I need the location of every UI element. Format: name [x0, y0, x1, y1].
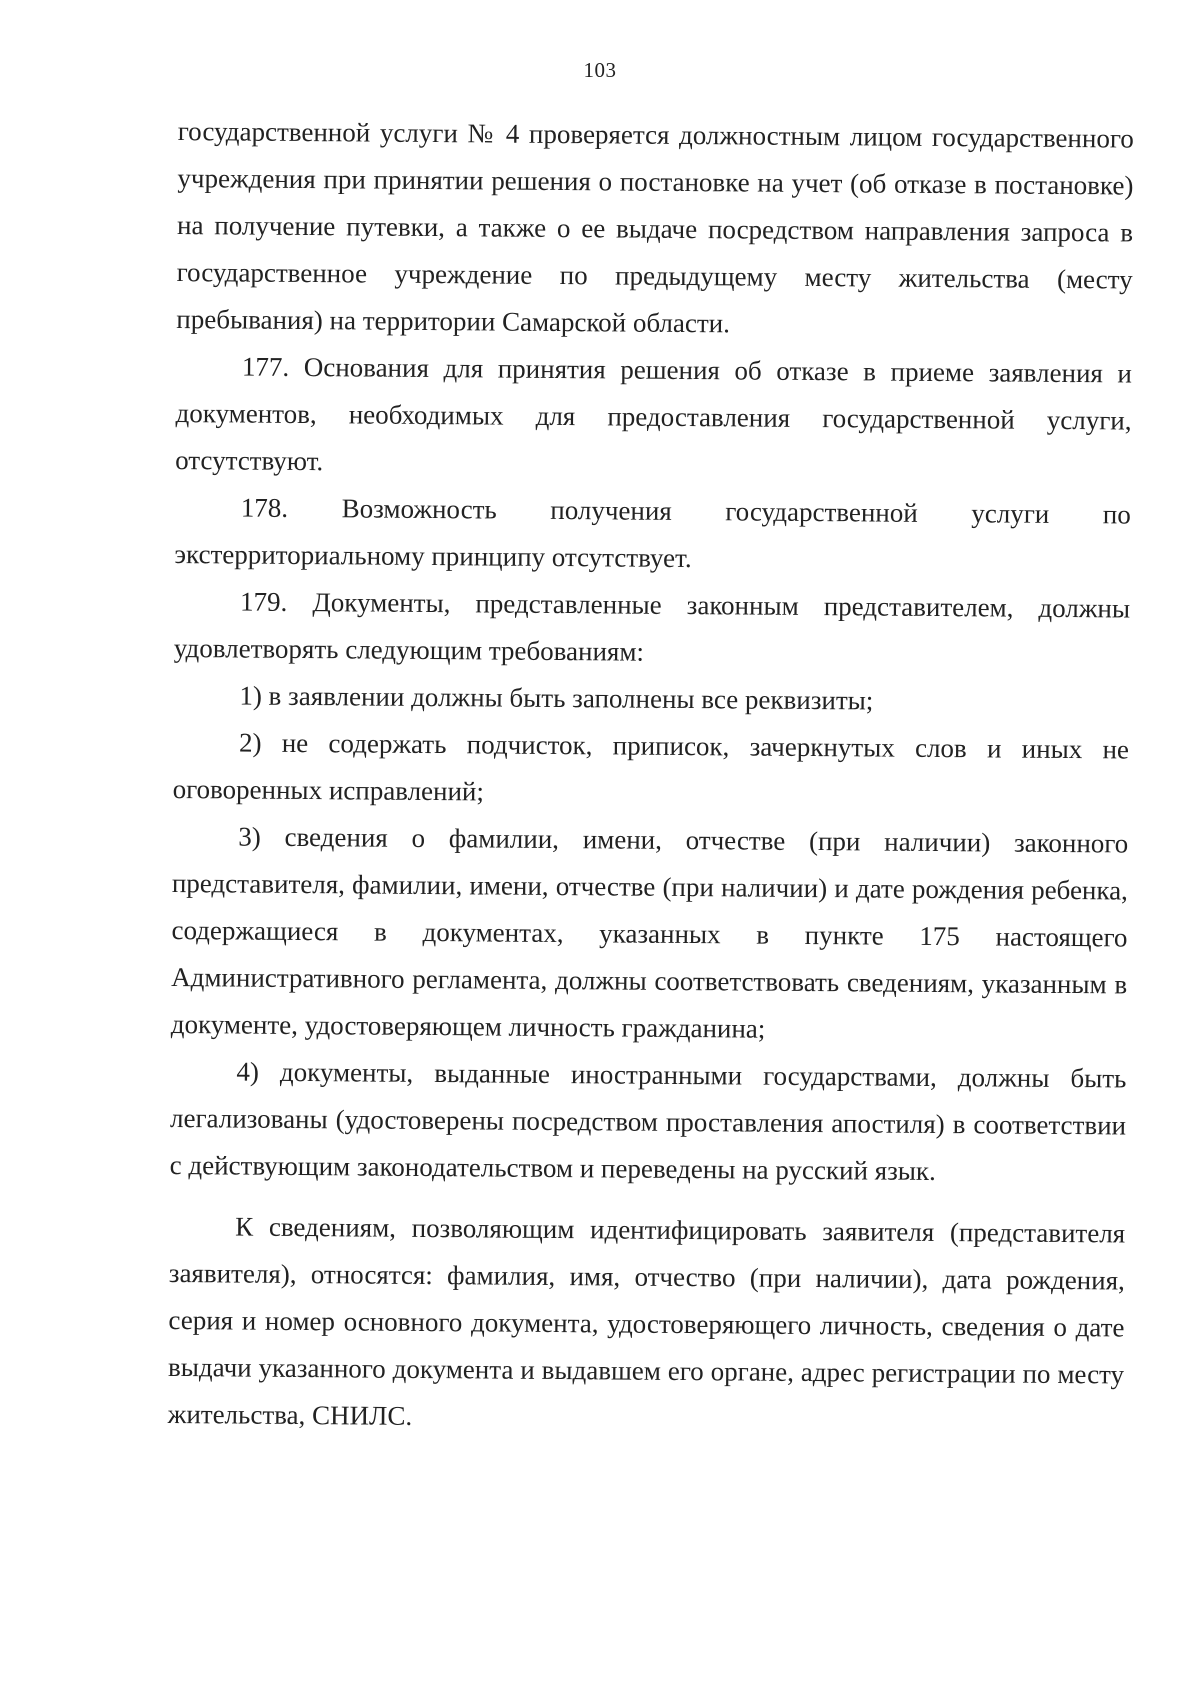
paragraph-178: 178. Возможность получения государственной услуги по экстерриториальному принципу отсутствует. [174, 492, 1131, 574]
list-item-3: 3) сведения о фамилии, имени, отчестве (при наличии) законного представителя, фамилии, имени, отчестве (при наличии) и дате рождения ребенка, содержащиеся в документах, указанных в пункте 175 настоящего Административного регламента, должны соответствовать сведениям, указанным в документе, удостоверяющем личность гражданина; [170, 821, 1129, 1044]
paragraph-continuation: государственной услуги № 4 проверяется должностным лицом государственного учреждения при принятии решения о постановке на учет (об отказе в постановке) на получение путевки, а также о ее выдаче посредством направления запроса в государственное учреждение по предыдущему месту жительства (месту пребывания) на территории Самарской области. [176, 115, 1134, 339]
document-body [168, 108, 1134, 1445]
list-item-4: 4) документы, выданные иностранными государствами, должны быть легализованы (удостоверены посредством проставления апостиля) в соответствии с действующим законодательством и переведены на русский язык. [169, 1056, 1127, 1186]
page-number: 103 [583, 58, 617, 82]
paragraph-177: 177. Основания для принятия решения об отказе в приеме заявления и документов, необходимых для предоставления государственной услуги, отсутствуют. [175, 351, 1133, 477]
paragraph-identification-data: К сведениям, позволяющим идентифицировать заявителя (представителя заявителя), относятся: фамилия, имя, отчество (при наличии), дата рождения, серия и номер основного документа, удостоверяющего личность, сведения о дате выдачи указанного документа и выдавшем его органе, адрес регистрации по месту жительства, СНИЛС. [167, 1211, 1126, 1431]
paragraph-179: 179. Документы, представленные законным представителем, должны удовлетворять следующим требованиям: [173, 586, 1131, 667]
list-item-2: 2) не содержать подчисток, приписок, зачеркнутых слов и иных не оговоренных исправлений; [172, 727, 1130, 807]
list-item-1: 1) в заявлении должны быть заполнены все реквизиты; [239, 680, 874, 716]
